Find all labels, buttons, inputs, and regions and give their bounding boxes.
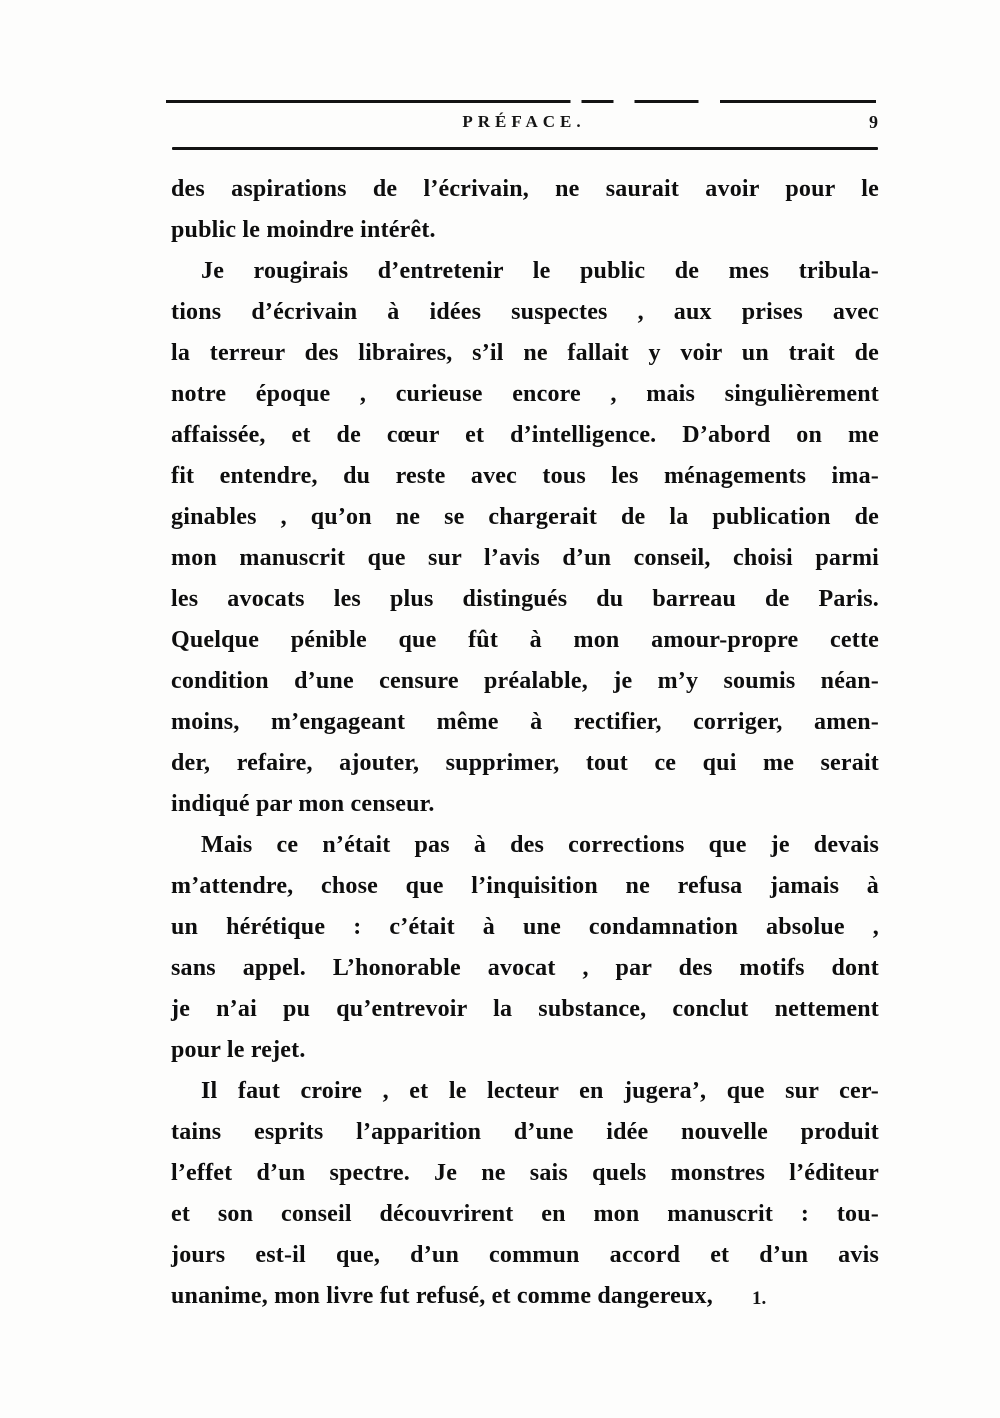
text-line: sans appel. L’honorable avocat , par des motifs dont (171, 955, 879, 981)
text-line: indiqué par mon censeur. (171, 791, 435, 817)
text-line: la terreur des libraires, s’il ne fallait y voir un trait de (171, 340, 879, 366)
text-line: fit entendre, du reste avec tous les ménagements ima- (171, 463, 879, 489)
page-number: 9 (869, 112, 878, 132)
text-line: unanime, mon livre fut refusé, et comme dangereux, (171, 1283, 713, 1309)
text-line: les avocats les plus distingués du barreau de Paris. (171, 586, 879, 612)
text-line: moins, m’engageant même à rectifier, corriger, amen- (171, 709, 879, 735)
text-line: der, refaire, ajouter, supprimer, tout ce qui me serait (171, 750, 879, 776)
text-line: Quelque pénible que fût à mon amour-propre cette (171, 627, 879, 653)
text-line: m’attendre, chose que l’inquisition ne refusa jamais à (171, 873, 879, 899)
text-line: Je rougirais d’entretenir le public de mes tribula- (201, 258, 879, 284)
text-line: tains esprits l’apparition d’une idée nouvelle produit (171, 1119, 879, 1145)
text-line: mon manuscrit que sur l’avis d’un conseil, choisi parmi (171, 545, 879, 571)
text-line: Il faut croire , et le lecteur en jugera’, que sur cer- (201, 1078, 879, 1104)
text-line: affaissée, et de cœur et d’intelligence. D’abord on me (171, 422, 879, 448)
text-line: et son conseil découvrirent en mon manuscrit : tou- (171, 1201, 879, 1227)
text-line: tions d’écrivain à idées suspectes , aux prises avec (171, 299, 879, 325)
text-line: jours est-il que, d’un commun accord et d’un avis (171, 1242, 879, 1268)
text-line: public le moindre intérêt. (171, 217, 436, 243)
text-line: Mais ce n’était pas à des corrections que je devais (201, 832, 879, 858)
text-line: je n’ai pu qu’entrevoir la substance, conclut nettement (171, 996, 879, 1022)
page-title: PRÉFACE. (462, 112, 586, 131)
text-line: pour le rejet. (171, 1037, 306, 1063)
text-line: condition d’une censure préalable, je m’y soumis néan- (171, 668, 879, 694)
text-line: notre époque , curieuse encore , mais singulièrement (171, 381, 879, 407)
header-rule-bottom (172, 147, 878, 150)
text-line: ginables , qu’on ne se chargerait de la publication de (171, 504, 879, 530)
header-rule-top (166, 100, 876, 103)
text-block (171, 169, 879, 1317)
text-line: un hérétique : c’était à une condamnation absolue , (171, 914, 879, 940)
signature-mark: 1. (752, 1288, 767, 1309)
text-line: l’effet d’un spectre. Je ne sais quels monstres l’éditeur (171, 1160, 879, 1186)
text-line: des aspirations de l’écrivain, ne saurait avoir pour le (171, 176, 879, 202)
